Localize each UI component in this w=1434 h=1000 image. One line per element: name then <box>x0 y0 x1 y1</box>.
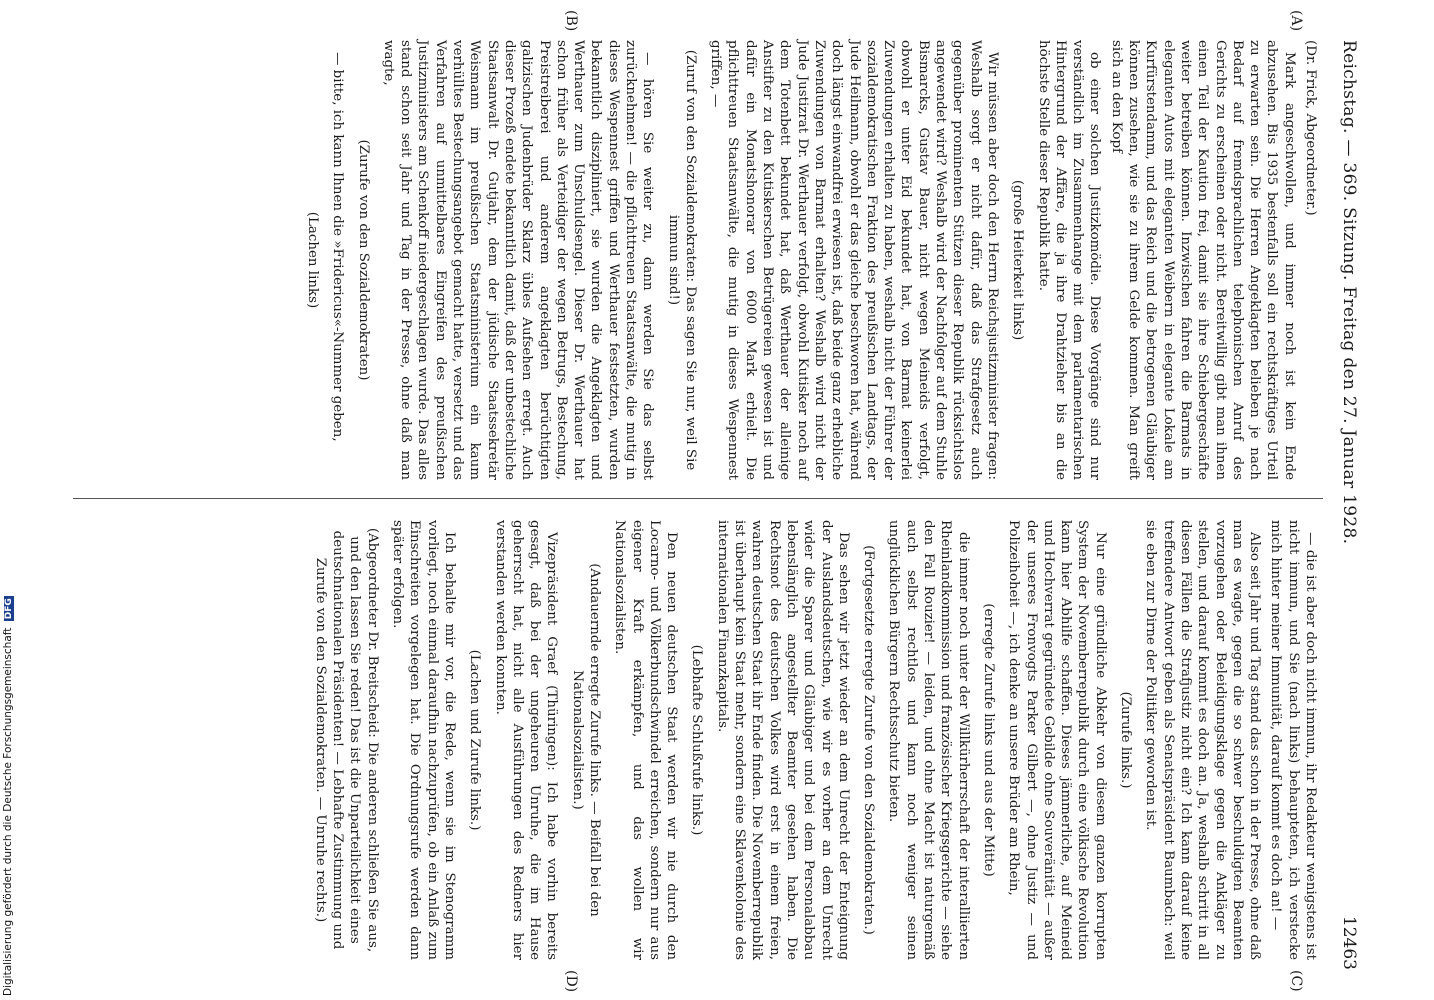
margin-marker-a: (A) <box>1288 10 1304 32</box>
document-page <box>59 10 1359 993</box>
paragraph: Das sehen wir jetzt wieder an dem Unrecht der Enteignung der Auslandsdeutschen, wie wir es vorher an dem Unrecht wider die Sparer und Gläubiger und bei dem Personalabbau lebenslänglich angestellter Beamter gesehen haben. Die Rechtsnot des deutschen Volkes wird erst in einem freien, wahren deutschen Staat ihr Ende finden. Die Novemberrepublik ist überhaupt kein Staat mehr, sondern eine Sklavenkolonie des internationalen Finanzkapitals. <box>714 520 851 960</box>
paragraph: die immer noch unter der Willkürherrschaft der interalliierten Rheinlandkommission und französischer Kriegsgerichte — siehe den Fall Rouzier! — leiden, und ohne Macht ist naturgemäß auch selbst rechtlos und kann noch weniger seinen unglücklichen Bürgern Rechtsschutz bieten. <box>886 520 971 960</box>
paragraph: ob einer solchen Justizkomödie. Diese Vorgänge sind nur verständlich im Zusammenhange mit dem parlamentarischen Hintergrund der Affäre, die ja ihre Drahtzieher bis an die höchste Stelle dieser Republik hatte. <box>1035 40 1103 480</box>
interjection: (Lachen und Zurufe links.) <box>467 649 483 831</box>
margin-marker-c: (C) <box>1288 970 1304 992</box>
interjection: (Abgeordneter Dr. Breitscheid: Die anderen schließen Sie aus, und den lassen Sie reden! Das ist die Unparteilichkeit eines deutschnationalen Präsidenten! — Lebhafte Zustimmung und Zurufe von den Sozialdemokraten. — Unruhe rechts.) <box>312 527 380 953</box>
margin-marker-d: (D) <box>563 970 579 993</box>
interjection: (Lachen links) <box>304 211 320 309</box>
interjection: (Zurufe von den Sozialdemokraten) <box>355 139 371 381</box>
paragraph: — die ist aber doch nicht immun, ihr Redakteur wenigstens ist nicht immun, und Sie (nach links) behaupteten, ich verstecke mich hinter meiner Immunität, darauf kommt es doch an! — <box>1268 520 1318 960</box>
paragraph: Mark angeschwollen, und immer noch ist kein Ende abzusehen. Bis 1935 bestenfalls soll ein rechtskräftiges Urteil zu erwarten sein. Die Herren Angeklagten belieben je nach Bedarf auf fremdsprachlichen telephonischen Anruf des Gerichts zu erscheinen oder nicht. Bereitwillig gibt man ihnen einen Teil der Kaution frei, damit sie ihre Schiebergeschäfte weiter betreiben können. Inzwischen fahren die Barmats in eleganten Autos mit eleganten Weibern in elegante Lokale am Kurfürstendamm, und das Reich und die betrogenen Gläubiger können zusehen, wie sie zu ihrem Gelde kommen. Man greift sich an den Kopf <box>1108 40 1297 480</box>
column-divider <box>73 498 1323 499</box>
interjection: (große Heiterkeit links) <box>1010 179 1026 341</box>
paragraph: Wir müssen aber doch den Herrn Reichsjustizminister fragen: Weshalb sorgt er nicht dafür, daß das Strafgesetz auch gegenüber prominenten Stützen dieser Republik rücksichtslos angewendet wird? Weshalb wird der Nachfolger auf dem Stuhle Bismarcks, Gustav Bauer, nicht wegen Meineids verfolgt, obwohl er unter Eid bekundet hat, von Barmat keinerlei Zuwendungen erhalten zu haben, weshalb nicht der Führer der sozialdemokratischen Fraktion des preußischen Landtags, der Jude Heilmann, obwohl er das gleiche beschworen hat, während doch längst einwandfrei erwiesen ist, daß beide ganz erhebliche Zuwendungen von Barmat erhalten? Weshalb wird nicht der Jude Justizrat Dr. Werthauer verfolgt, obwohl Kutisker noch auf dem Totenbett bekundet hat, daß Werthauer der alleinige Anstifter zu den Kutiskerschen Betrügereien gewesen ist und dafür ein Monatshonorar von 6000 Mark erhielt. Die pflichttreuen Staatsanwälte, die mutig in dieses Wespennest griffen, — <box>708 40 1000 480</box>
dfg-logo: DFG <box>4 598 14 620</box>
paragraph: — hören Sie weiter zu, dann werden Sie das selbst zurücknehmen! — die pflichttreuen Staatsanwälte, die mutig in dieses Wespennest griffen und Werthauer festsetzten, wurden bekanntlich diszipliniert, sie wurden die Angeklagten und Werthauer zum Unschuldsengel. Dieser Dr. Werthauer hat schon früher als Verteidiger der wegen Betrugs, Bestechung, Preistreiberei und anderem angeklagten berüchtigten galizischen Judenbrüder Sklarz übles Aufsehen erregt. Auch dieser Prozeß endete bekanntlich damit, daß der unbestechliche Staatsanwalt Dr. Gutjahr, dem der jüdische Staatssekretär Weismann im preußischen Staatsministerium ein kaum verhülltes Bestechungsangebot gemacht hatte, versetzt und das Verfahren auf unmittelbares Eingreifen des preußischen Justizministers am Schenkoff niedergeschlagen wurde. Das alles stand schon seit Jahr und Tag in der Presse, ohne daß man wagte, <box>380 40 656 480</box>
interjection: (erregte Zurufe links und aus der Mitte) <box>980 603 996 877</box>
left-text-column <box>296 40 1319 480</box>
right-text-column <box>304 520 1319 960</box>
header-title: Reichstag. — 369. Sitzung. Freitag den 27. Januar 1928. <box>1339 40 1359 545</box>
interjection: (Lebhafte Schlußrufe links.) <box>689 644 705 836</box>
paragraph: Nur eine gründliche Abkehr von diesem ganzen korrupten System der Novemberrepublik durch eine völkische Revolution kann hier Abhilfe schaffen. Dieses jämmerliche, auf Meineid und Hochverrat gegründete Gebilde ohne Souveränität — außer der unseres Fronvogts Parker Gilbert —, ohne Justiz — und Polizeihoheit —, ich denke an unsere Brüder am Rhein, <box>1006 520 1108 960</box>
digitization-credit <box>2 596 14 996</box>
interjection: (Zurufe links.) <box>1118 691 1134 789</box>
paragraph: Vizepräsident Graef (Thüringen): Ich habe vorhin bereits gesagt, daß bei der ungeheuren Unruhe, die im Hause geherrscht hat, nicht alle Ausführungen des Redners hier verstanden werden konnten. <box>492 520 560 960</box>
interjection: (Fortgesetzte erregte Zurufe von den Sozialdemokraten.) <box>861 545 877 935</box>
credit-text: Digitalisierung gefördert durch die Deutsche Forschungsgemeinschaft <box>2 627 14 996</box>
margin-marker-b: (B) <box>563 10 579 32</box>
paragraph: (Dr. Frick, Abgeordneter.) <box>1303 40 1318 216</box>
interjection: (Zuruf von den Sozialdemokraten: Das sagen Sie nur, weil Sie immun sind!) <box>665 49 698 471</box>
page-number: 12463 <box>1339 915 1359 970</box>
interjection: (Andauernde erregte Zurufe links. — Beifall bei den Nationalsozialisten.) <box>569 563 603 917</box>
paragraph: Also seit Jahr und Tag stand das schon in der Presse, ohne daß man es wagte, gegen die so schwer beschuldigten Beamten vorzugehen oder Beleidigungsklage gegen die Ankläger zu stellen, und darauf kommt es doch an. Ja, weshalb schritt in all diesen Fällen die Strafjustiz nicht ein? Ich kann darauf keine treffendere Antwort geben als Senatspräsident Baumbach: weil sie eben zur Dirne der Politiker geworden ist. <box>1143 520 1263 960</box>
paragraph: — bitte, ich kann Ihnen die »Fridericus«-Nummer geben, <box>330 52 346 442</box>
paragraph: Den neuen deutschen Staat werden wir nie durch den Locarno- und Völkerbundschwindel erreichen, sondern nur aus eigener Kraft erkämpfen, und das wollen wir Nationalsozialisten. <box>612 520 680 960</box>
page-header <box>1333 40 1359 970</box>
paragraph: Ich behalte mir vor, die Rede, wenn sie im Stenogramm vorliegt, noch einmal daraufhin nachzuprüfen, ob ein Anlaß zum Einschreiten vorgelegen hat. Die Ordnungsrufe werden dann später erfolgen. <box>390 520 457 960</box>
